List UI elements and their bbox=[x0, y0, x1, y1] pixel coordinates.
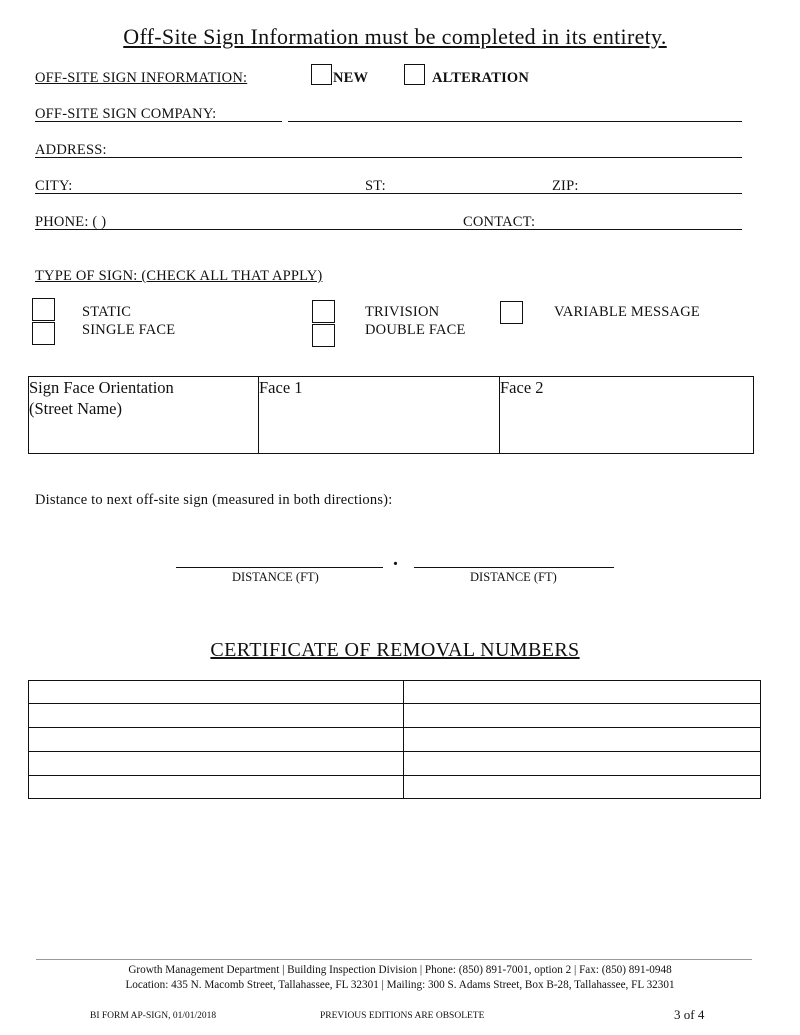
certificate-cell[interactable] bbox=[29, 728, 404, 752]
form-id: BI FORM AP-SIGN, 01/01/2018 bbox=[90, 1011, 217, 1021]
phone-contact-field[interactable] bbox=[35, 229, 742, 230]
footer-line-1: Growth Management Department | Building Inspection Division | Phone: (850) 891-7001, option 2 | Fax: (850) 891-0948 bbox=[128, 964, 672, 976]
face-2-cell[interactable] bbox=[500, 377, 754, 454]
face-2-label: Face 2 bbox=[500, 378, 544, 397]
variable-message-checkbox[interactable] bbox=[500, 301, 523, 324]
company-label-underline bbox=[35, 121, 282, 122]
double-face-checkbox[interactable] bbox=[312, 324, 335, 347]
certificate-cell[interactable] bbox=[404, 681, 761, 704]
face-1-label: Face 1 bbox=[259, 378, 303, 397]
off-site-sign-information-label: OFF-SITE SIGN INFORMATION: bbox=[35, 70, 248, 86]
static-checkbox[interactable] bbox=[32, 298, 55, 321]
distance-instructions: Distance to next off-site sign (measured in both directions): bbox=[35, 492, 393, 508]
city-state-zip-field[interactable] bbox=[35, 193, 742, 194]
certificate-cell[interactable] bbox=[404, 704, 761, 728]
distance-right-field[interactable] bbox=[414, 567, 614, 568]
page-number: 3 of 4 bbox=[674, 1007, 705, 1022]
certificate-cell[interactable] bbox=[404, 752, 761, 776]
distance-right-label: DISTANCE (FT) bbox=[470, 570, 557, 584]
sign-face-orientation-table bbox=[28, 376, 754, 454]
new-label: NEW bbox=[333, 70, 369, 86]
obsolete-notice: PREVIOUS EDITIONS ARE OBSOLETE bbox=[320, 1011, 485, 1021]
type-of-sign-heading: TYPE OF SIGN: (CHECK ALL THAT APPLY) bbox=[35, 268, 323, 284]
distance-left-label: DISTANCE (FT) bbox=[232, 570, 319, 584]
page-title-text: Off-Site Sign Information must be completed in its entirety. bbox=[123, 24, 667, 49]
double-face-label: DOUBLE FACE bbox=[365, 322, 466, 338]
state-label: ST: bbox=[365, 178, 386, 194]
orientation-header-line1: Sign Face Orientation bbox=[29, 378, 174, 397]
face-1-cell[interactable] bbox=[259, 377, 500, 454]
certificate-table bbox=[28, 680, 761, 799]
address-field[interactable] bbox=[35, 157, 742, 158]
certificate-cell[interactable] bbox=[404, 776, 761, 799]
distance-separator: . bbox=[393, 548, 398, 570]
city-label: CITY: bbox=[35, 178, 73, 194]
phone-label: PHONE: ( ) bbox=[35, 214, 107, 230]
certificate-cell[interactable] bbox=[404, 728, 761, 752]
zip-label: ZIP: bbox=[552, 178, 579, 194]
orientation-header-cell bbox=[29, 377, 259, 454]
certificate-cell[interactable] bbox=[29, 776, 404, 799]
certificate-cell[interactable] bbox=[29, 704, 404, 728]
company-field[interactable] bbox=[288, 121, 742, 122]
company-label: OFF-SITE SIGN COMPANY: bbox=[35, 106, 217, 122]
variable-message-label: VARIABLE MESSAGE bbox=[554, 304, 700, 320]
new-checkbox[interactable] bbox=[311, 64, 332, 85]
certificate-heading: CERTIFICATE OF REMOVAL NUMBERS bbox=[210, 639, 580, 661]
trivision-checkbox[interactable] bbox=[312, 300, 335, 323]
single-face-checkbox[interactable] bbox=[32, 322, 55, 345]
single-face-label: SINGLE FACE bbox=[82, 322, 176, 338]
footer-line-2: Location: 435 N. Macomb Street, Tallahassee, FL 32301 | Mailing: 300 S. Adams Street, Box B-28, Tallahassee, FL 32301 bbox=[125, 979, 675, 991]
static-label: STATIC bbox=[82, 304, 132, 320]
certificate-cell[interactable] bbox=[29, 681, 404, 704]
trivision-label: TRIVISION bbox=[365, 304, 440, 320]
orientation-header-line2: (Street Name) bbox=[29, 399, 122, 418]
alteration-checkbox[interactable] bbox=[404, 64, 425, 85]
contact-label: CONTACT: bbox=[463, 214, 536, 230]
distance-left-field[interactable] bbox=[176, 567, 383, 568]
alteration-label: ALTERATION bbox=[432, 70, 530, 86]
certificate-cell[interactable] bbox=[29, 752, 404, 776]
footer-divider bbox=[36, 959, 752, 960]
page-title bbox=[0, 24, 790, 50]
address-label: ADDRESS: bbox=[35, 142, 107, 158]
